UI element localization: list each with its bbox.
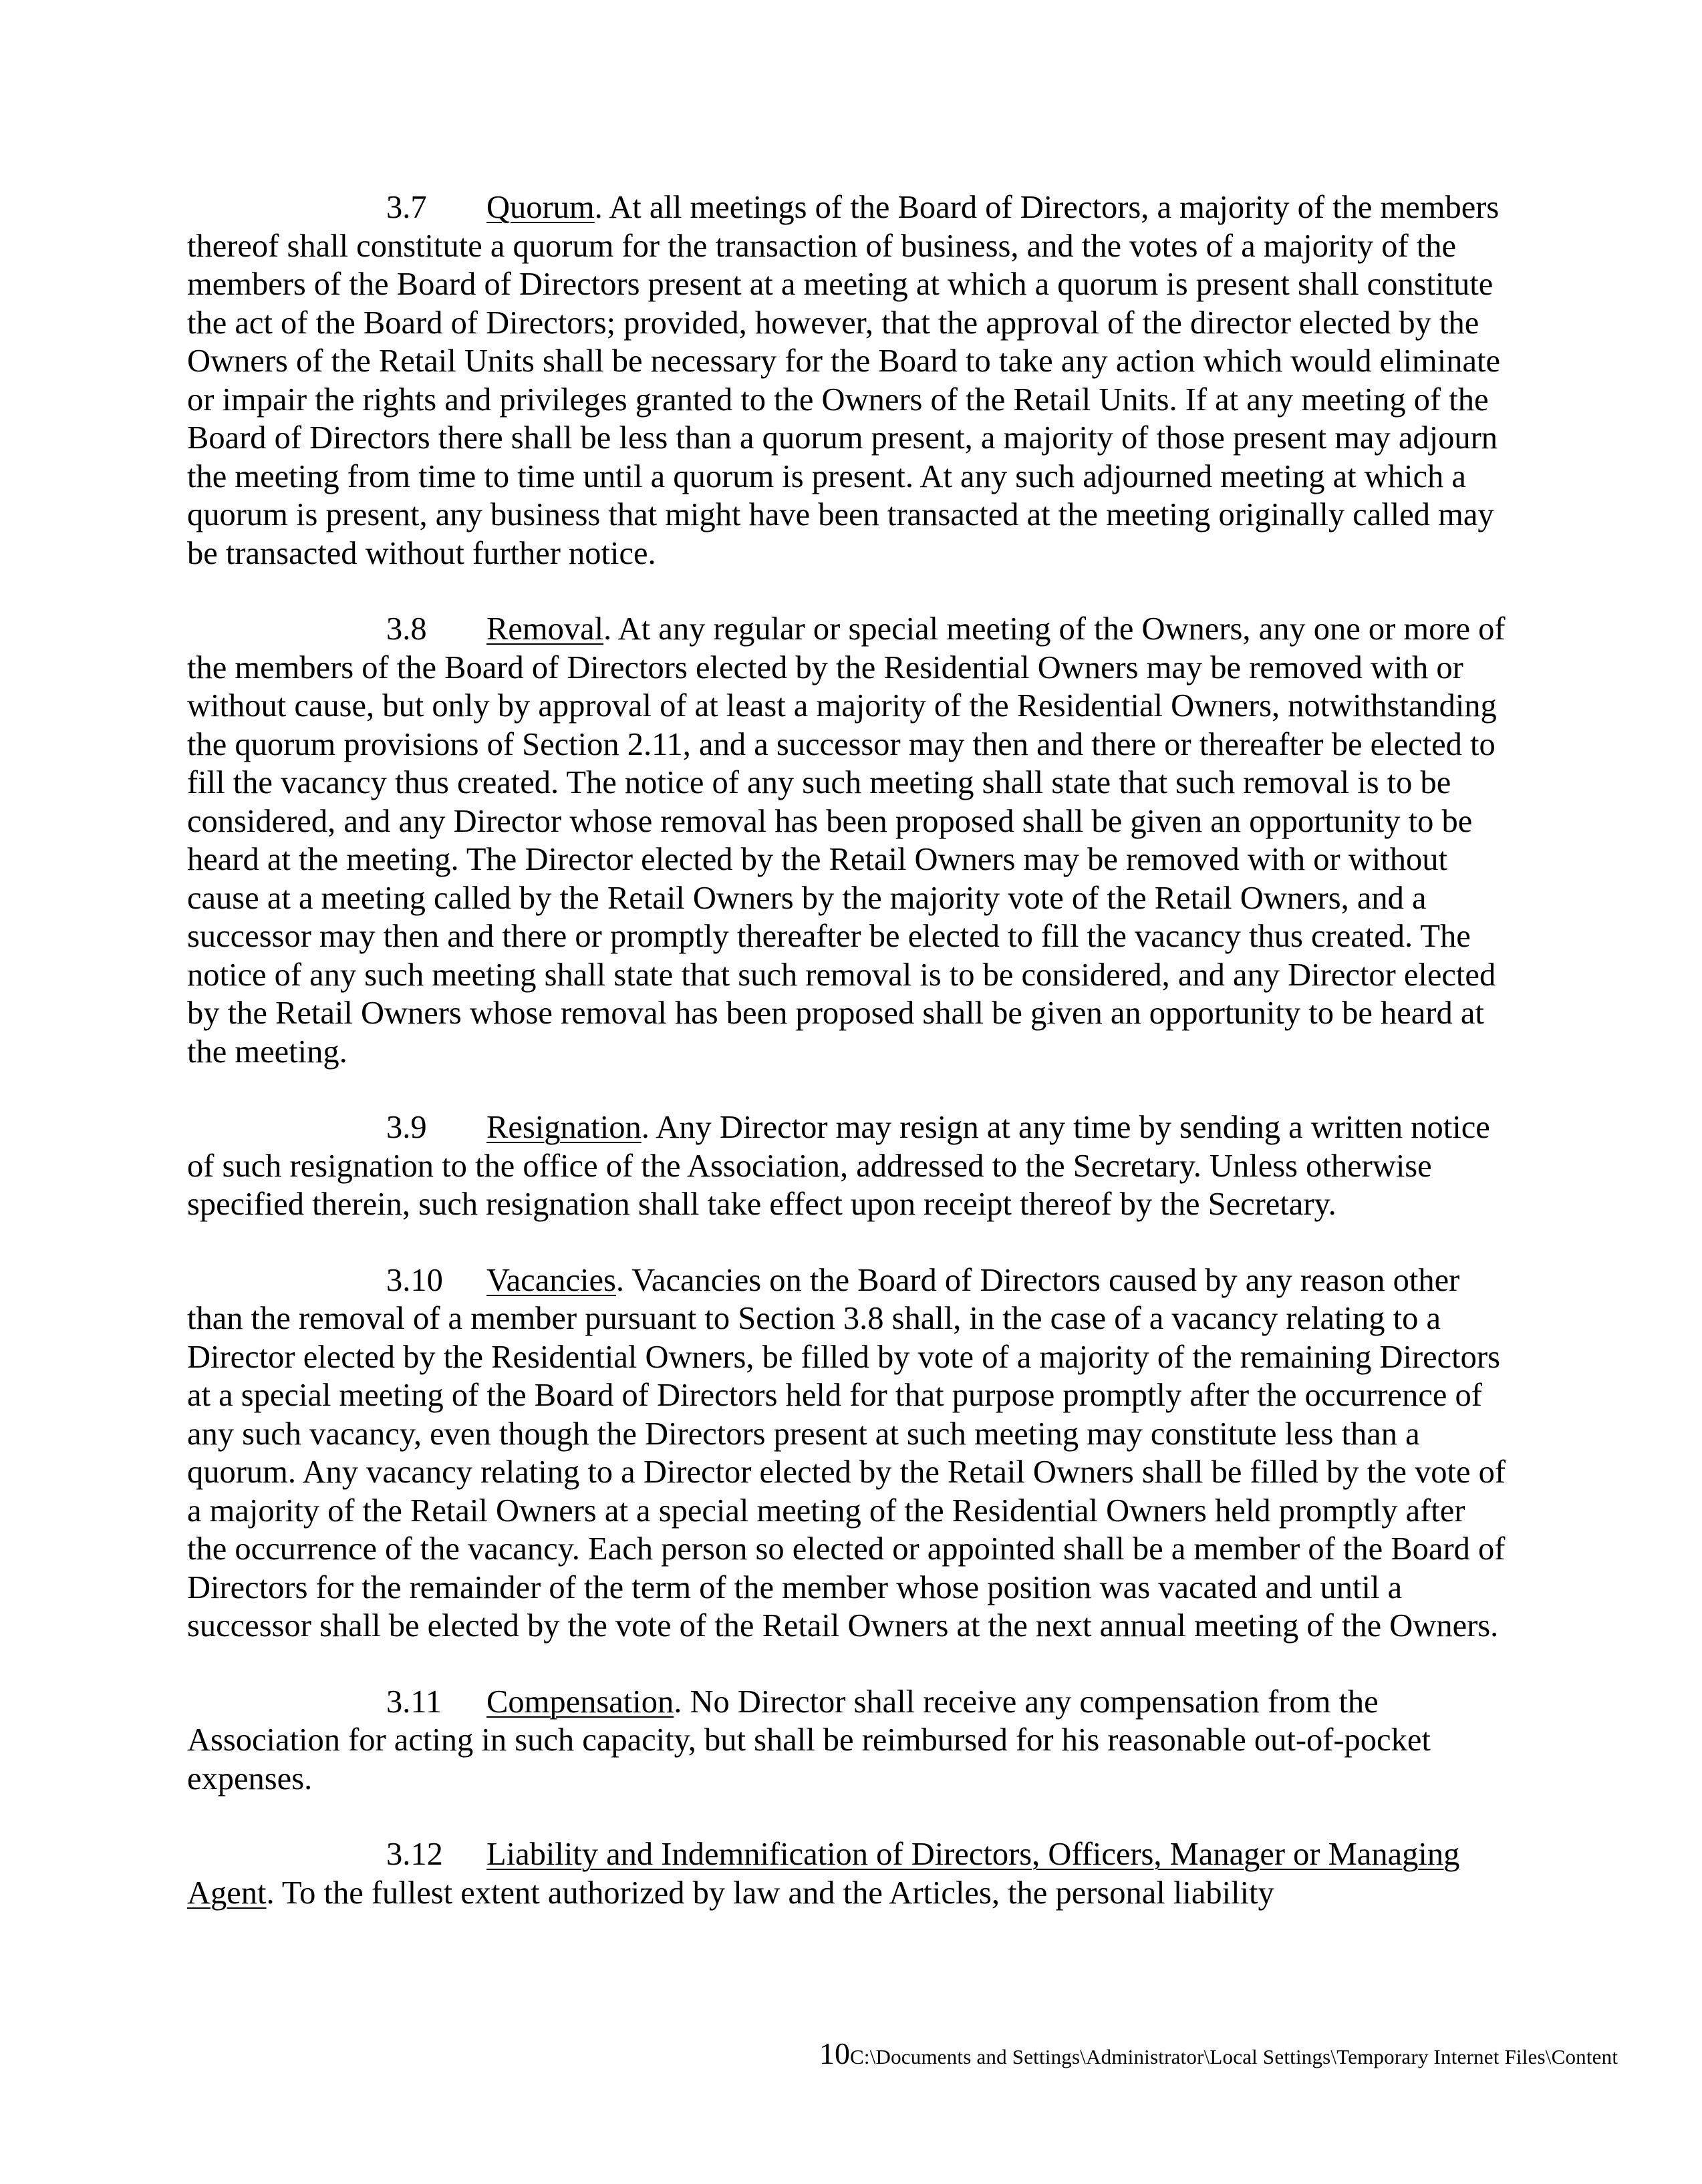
page-footer [819, 2038, 1702, 2073]
section-paragraph [187, 610, 1510, 1071]
section-text: . No Director shall receive any compensation from the Association for acting in such capacity, but shall be reimbursed for his reasonable out-of-pocket expenses. [187, 1684, 1431, 1797]
section-heading: Liability and Indemnification of Directors, Officers, Manager or Managing Agent [187, 1837, 1460, 1911]
section-number: 3.11 [386, 1684, 442, 1720]
section-paragraph [187, 188, 1510, 573]
section-paragraph [187, 1261, 1510, 1646]
section-3-10 [187, 1261, 1510, 1646]
section-heading: Vacancies [486, 1262, 616, 1298]
section-3-8 [187, 610, 1510, 1071]
document-page [187, 188, 1510, 1949]
section-heading: Compensation [486, 1684, 674, 1720]
section-3-12 [187, 1835, 1510, 1912]
section-heading: Quorum [486, 190, 595, 225]
section-number: 3.12 [386, 1837, 443, 1872]
page-number: 10 [819, 2038, 850, 2070]
file-path: C:\Documents and Settings\Administrator\Local Settings\Temporary Internet Files\Content [850, 2045, 1618, 2068]
section-heading: Resignation [486, 1110, 642, 1145]
section-paragraph [187, 1108, 1510, 1224]
section-text: . Any Director may resign at any time by sending a written notice of such resignation to the office of the Association, addressed to the Secretary. Unless otherwise specified therein, such resignation shall take effect upon receipt thereof by the Secretary. [187, 1110, 1490, 1222]
section-number: 3.9 [386, 1110, 427, 1145]
section-number: 3.7 [386, 190, 427, 225]
section-number: 3.8 [386, 611, 427, 647]
section-number: 3.10 [386, 1262, 443, 1298]
section-text: . Vacancies on the Board of Directors caused by any reason other than the removal of a member pursuant to Section 3.8 shall, in the case of a vacancy relating to a Director elected by the Residential Owners, be filled by vote of a majority of the remaining Directors at a special meeting of the Board of Directors held for that purpose promptly after the occurrence of any such vacancy, even though the Directors present at such meeting may constitute less than a quorum. Any vacancy relating to a Director elected by the Retail Owners shall be filled by the vote of a majority of the Retail Owners at a special meeting of the Residential Owners held promptly after the occurrence of the vacancy. Each person so elected or appointed shall be a member of the Board of Directors for the remainder of the term of the member whose position was vacated and until a successor shall be elected by the vote of the Retail Owners at the next annual meeting of the Owners. [187, 1262, 1506, 1644]
section-text: . To the fullest extent authorized by law and the Articles, the personal liability [266, 1875, 1274, 1911]
section-3-9 [187, 1108, 1510, 1224]
section-heading: Removal [486, 611, 604, 647]
section-paragraph [187, 1835, 1510, 1912]
section-paragraph [187, 1683, 1510, 1799]
section-3-11 [187, 1683, 1510, 1799]
section-3-7 [187, 188, 1510, 573]
section-text: . At any regular or special meeting of the Owners, any one or more of the members of the Board of Directors elected by the Residential Owners may be removed with or without cause, but only by approval of at least a majority of the Residential Owners, notwithstanding the quorum provisions of Section 2.11, and a successor may then and there or thereafter be elected to fill the vacancy thus created. The notice of any such meeting shall state that such removal is to be considered, and any Director whose removal has been proposed shall be given an opportunity to be heard at the meeting. The Director elected by the Retail Owners may be removed with or without cause at a meeting called by the Retail Owners by the majority vote of the Retail Owners, and a successor may then and there or promptly thereafter be elected to fill the vacancy thus created. The notice of any such meeting shall state that such removal is to be considered, and any Director elected by the Retail Owners whose removal has been proposed shall be given an opportunity to be heard at the meeting. [187, 611, 1506, 1070]
section-text: . At all meetings of the Board of Directors, a majority of the members thereof shall constitute a quorum for the transaction of business, and the votes of a majority of the members of the Board of Directors present at a meeting at which a quorum is present shall constitute the act of the Board of Directors; provided, however, that the approval of the director elected by the Owners of the Retail Units shall be necessary for the Board to take any action which would eliminate or impair the rights and privileges granted to the Owners of the Retail Units. If at any meeting of the Board of Directors there shall be less than a quorum present, a majority of those present may adjourn the meeting from time to time until a quorum is present. At any such adjourned meeting at which a quorum is present, any business that might have been transacted at the meeting originally called may be transacted without further notice. [187, 190, 1501, 571]
